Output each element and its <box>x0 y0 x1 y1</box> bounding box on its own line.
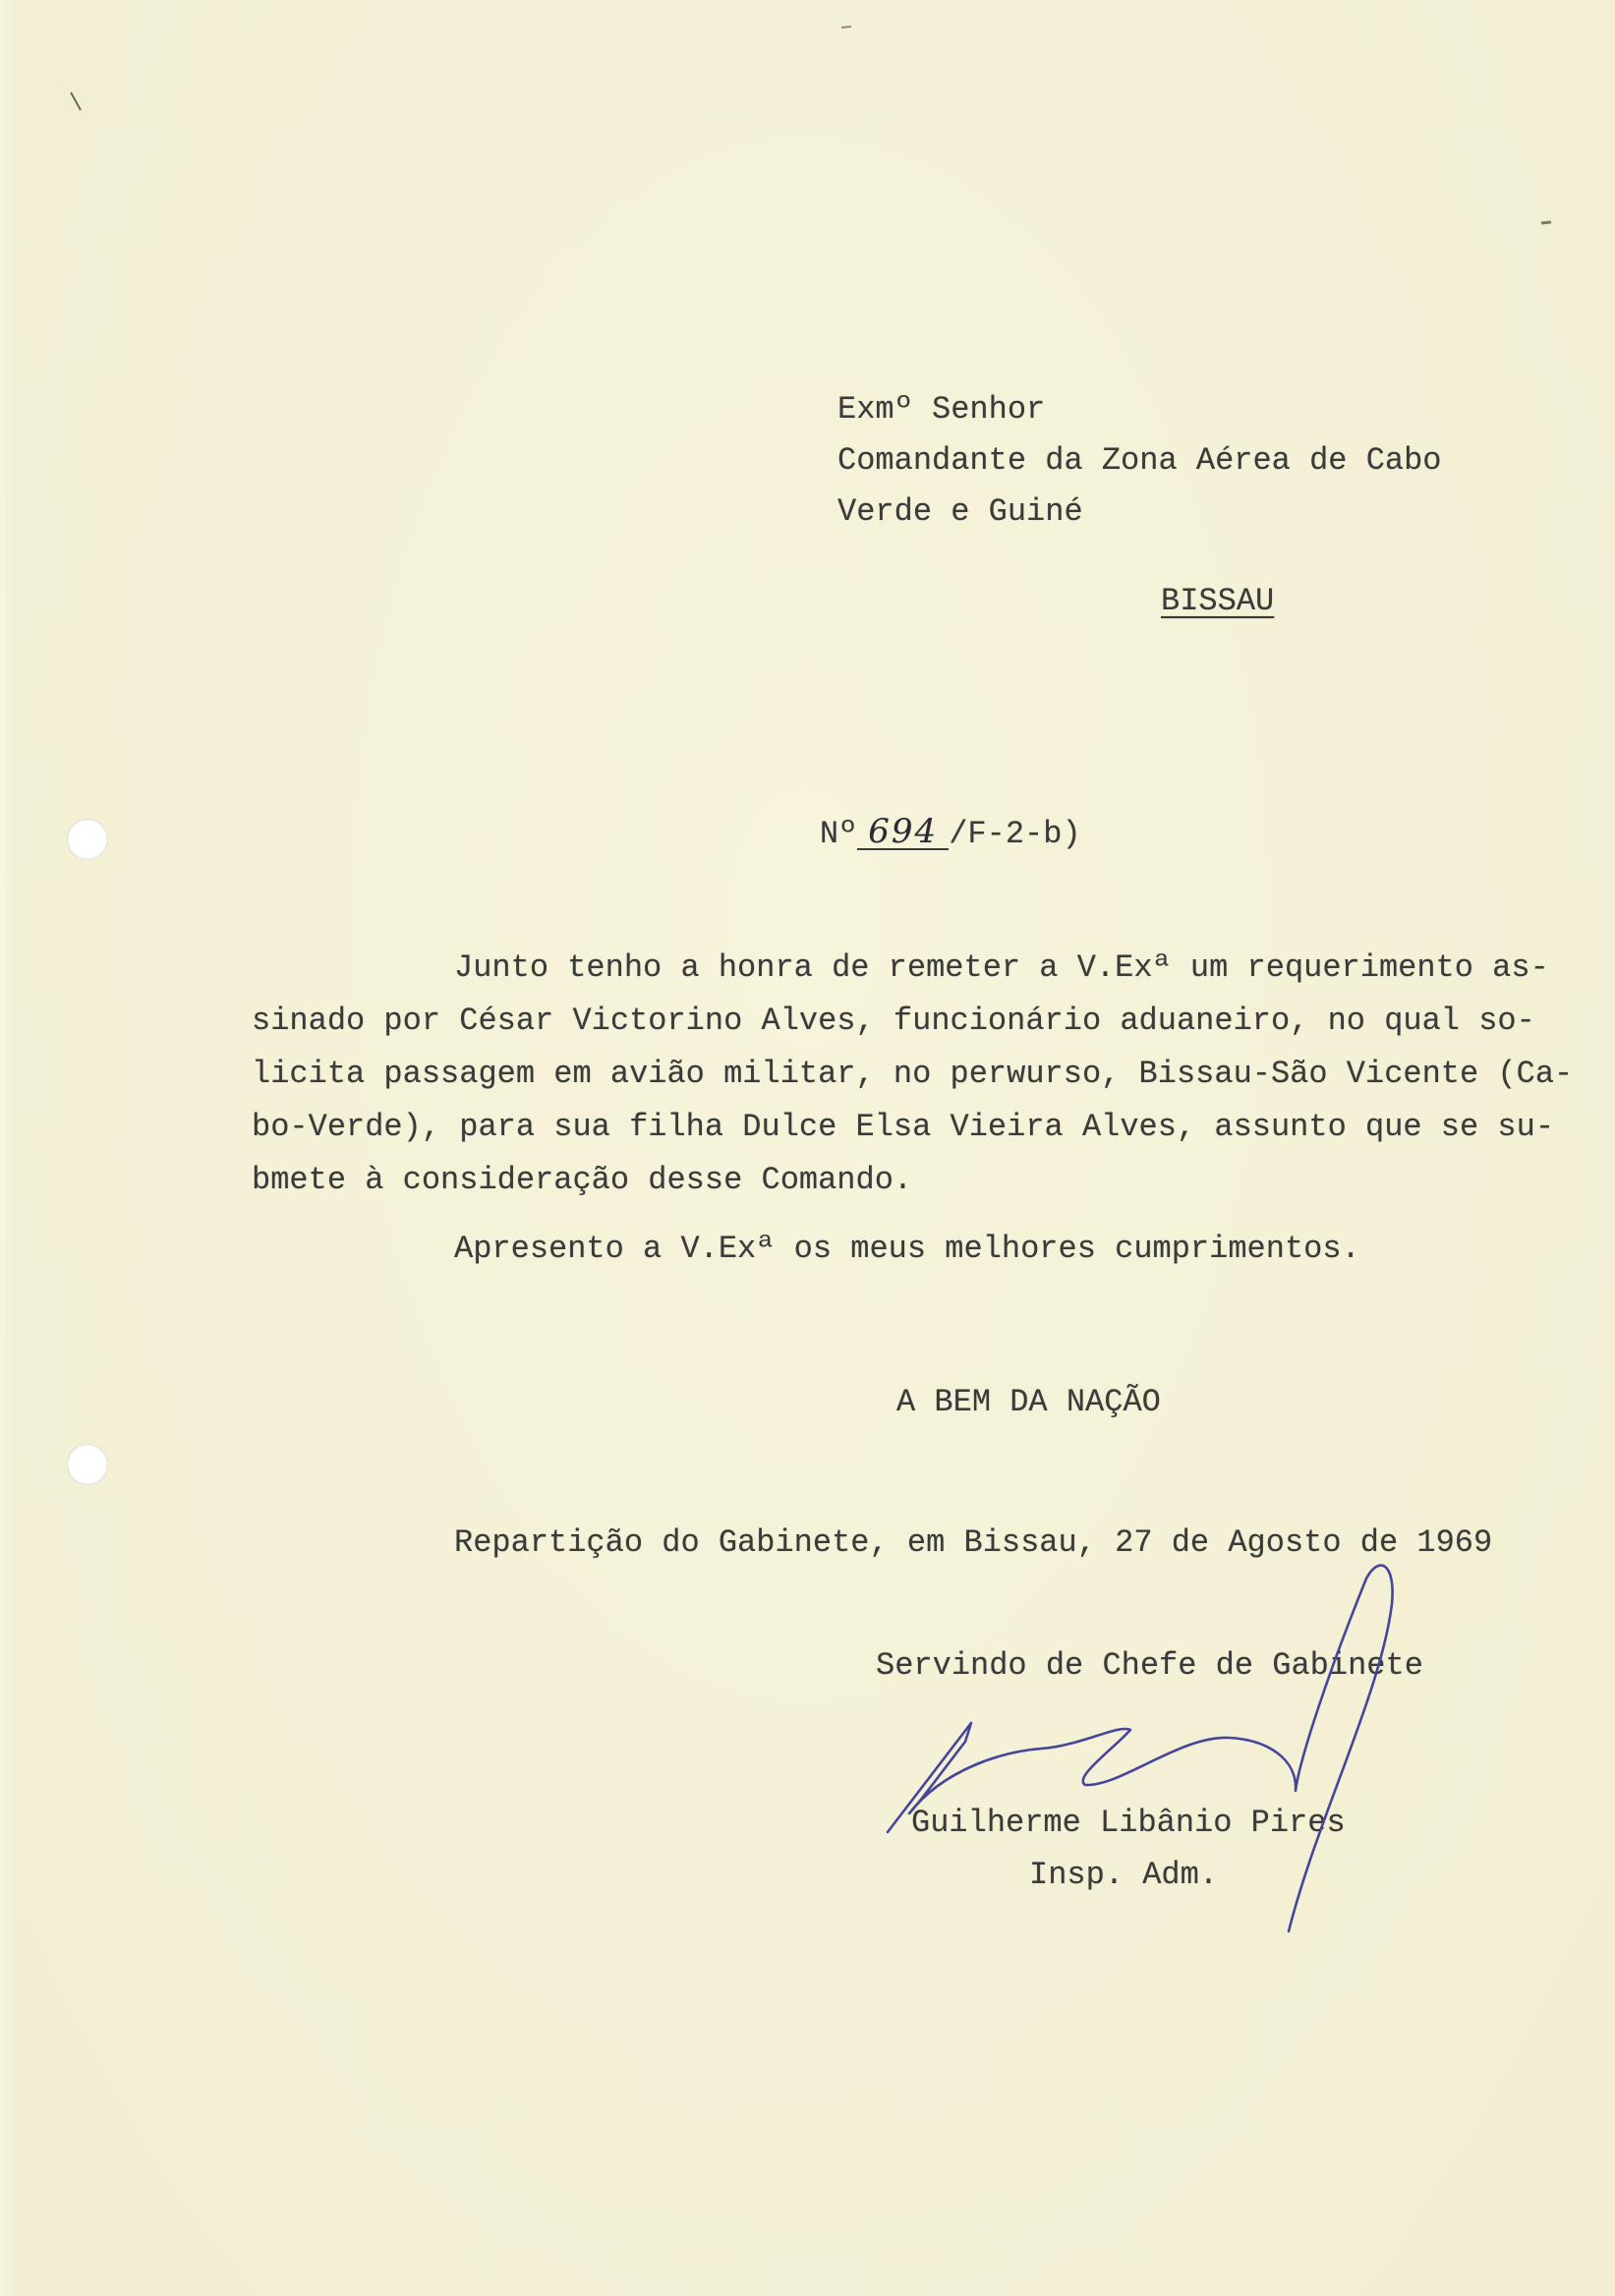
signatory-name: Guilherme Libânio Pires <box>911 1805 1346 1841</box>
addressee-line-2: Verde e Guiné <box>837 493 1083 530</box>
reference-suffix: /F-2-b) <box>949 816 1081 852</box>
punch-hole-top <box>67 819 108 860</box>
scan-mark-top-left <box>71 92 81 110</box>
scan-mark-right <box>1541 222 1551 223</box>
signatory-role: Servindo de Chefe de Gabinete <box>876 1647 1423 1684</box>
addressee-city: BISSAU <box>1161 583 1275 619</box>
addressee-salutation: Exmº Senhor <box>837 391 1046 428</box>
reference-line <box>744 775 1081 852</box>
place-and-date: Repartição do Gabinete, em Bissau, 27 de Agosto de 1969 <box>454 1524 1493 1561</box>
signatory-title: Insp. Adm. <box>1029 1857 1219 1893</box>
addressee-line-1: Comandante da Zona Aérea de Cabo <box>837 442 1442 479</box>
punch-hole-bottom <box>67 1444 108 1485</box>
body-paragraph-1 <box>252 942 1598 1207</box>
closing-motto: A BEM DA NAÇÃO <box>896 1384 1161 1420</box>
paragraph-line: Junto tenho a honra de remeter a V.Exª um requerimento as- <box>454 949 1549 986</box>
scan-mark-top <box>841 27 851 28</box>
paragraph-line: licita passagem em avião militar, no perwurso, Bissau-São Vicente (Ca- <box>252 1056 1574 1092</box>
body-paragraph-2: Apresento a V.Exª os meus melhores cumprimentos. <box>454 1231 1360 1267</box>
reference-prefix: Nº <box>819 816 858 852</box>
paragraph-line: bmete à consideração desse Comando. <box>252 1162 913 1198</box>
reference-number-handwritten: 694 <box>857 815 949 850</box>
paragraph-line: sinado por César Victorino Alves, funcionário aduaneiro, no qual so- <box>252 1003 1535 1039</box>
paragraph-line: bo-Verde), para sua filha Dulce Elsa Vieira Alves, assunto que se su- <box>252 1109 1555 1145</box>
